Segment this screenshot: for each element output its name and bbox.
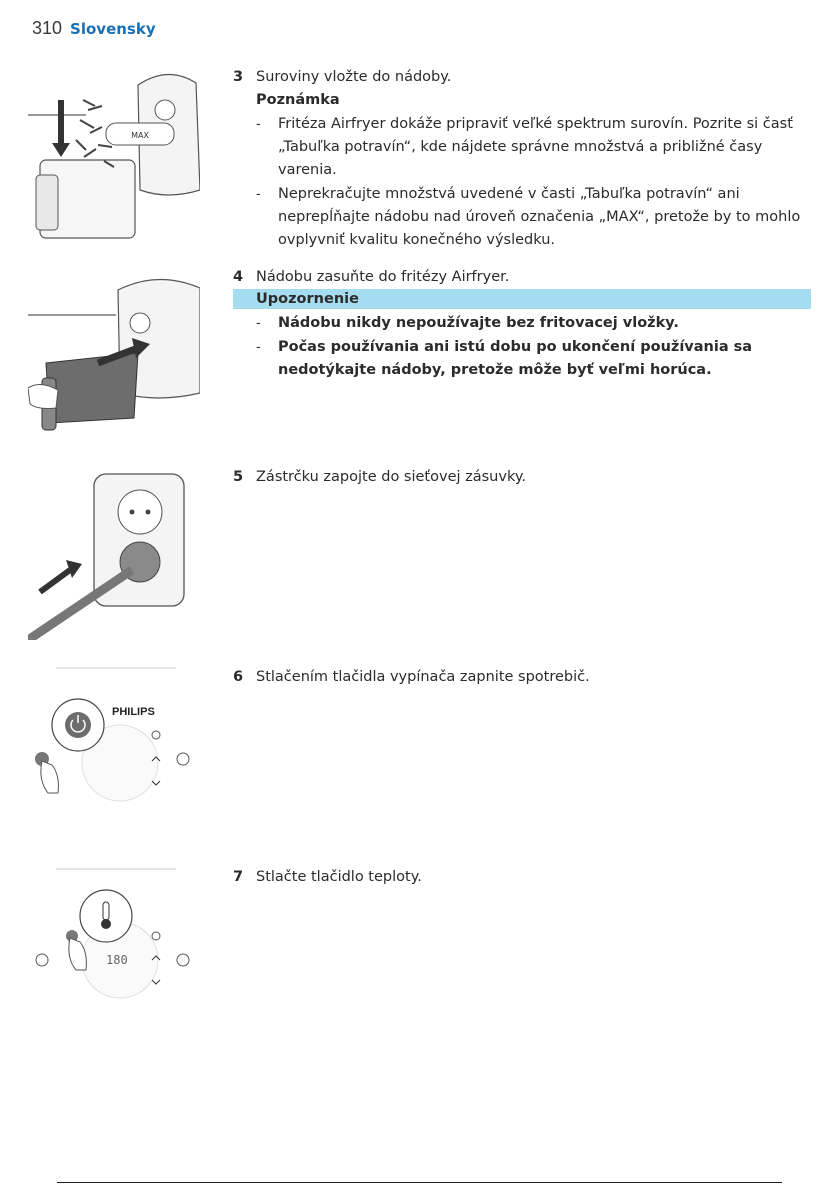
illustration-plug-socket: [28, 470, 200, 640]
step-number: 7: [233, 869, 244, 885]
list-item: - Neprekračujte množstvá uvedené v časti „Tabuľka potravín“ ani neprepĺňajte nádobu nad úroveň označenia „MAX“, pretože by to mohlo ovplyvniť kvalitu konečného výsledku.: [256, 186, 801, 248]
temperature-display: 180: [106, 953, 128, 967]
list-item: - Počas používania ani istú dobu po ukončení používania sa nedotýkajte nádoby, pretože môže byť veľmi horúca.: [256, 339, 753, 378]
language-label: Slovensky: [70, 20, 156, 38]
step-text: Suroviny vložte do nádoby.: [256, 69, 452, 85]
illustration-temperature-button: [28, 866, 200, 1006]
step-text: Nádobu zasuňte do fritézy Airfryer.: [256, 269, 510, 285]
step-7: [233, 866, 811, 889]
step-6: [233, 666, 811, 689]
warning-title: Upozornenie: [233, 289, 811, 309]
page-number: 310: [32, 18, 63, 38]
step-text: Zástrčku zapojte do sieťovej zásuvky.: [256, 469, 526, 485]
illustration-insert-basket: [28, 268, 200, 436]
brand-label: PHILIPS: [112, 706, 155, 718]
page-header: [32, 18, 156, 39]
step-3: [233, 66, 811, 252]
footer-rule: [57, 1182, 782, 1183]
step-5: [233, 466, 811, 489]
step-number: 3: [233, 69, 244, 85]
step-text: Stlačte tlačidlo teploty.: [256, 869, 422, 885]
step-text: Stlačením tlačidla vypínača zapnite spotrebič.: [256, 669, 590, 685]
step-number: 4: [233, 269, 244, 285]
step-4: [233, 266, 811, 382]
max-label: MAX: [131, 131, 149, 140]
list-item: - Fritéza Airfryer dokáže pripraviť veľké spektrum surovín. Pozrite si časť „Tabuľka potravín“, kde nájdete správne množstvá a približné časy varenia.: [256, 116, 793, 178]
step-number: 6: [233, 669, 244, 685]
step-number: 5: [233, 469, 244, 485]
list-item: - Nádobu nikdy nepoužívajte bez fritovacej vložky.: [256, 315, 679, 331]
illustration-power-button: [28, 665, 200, 815]
illustration-add-ingredients: [28, 65, 200, 240]
note-title: Poznámka: [256, 92, 340, 108]
